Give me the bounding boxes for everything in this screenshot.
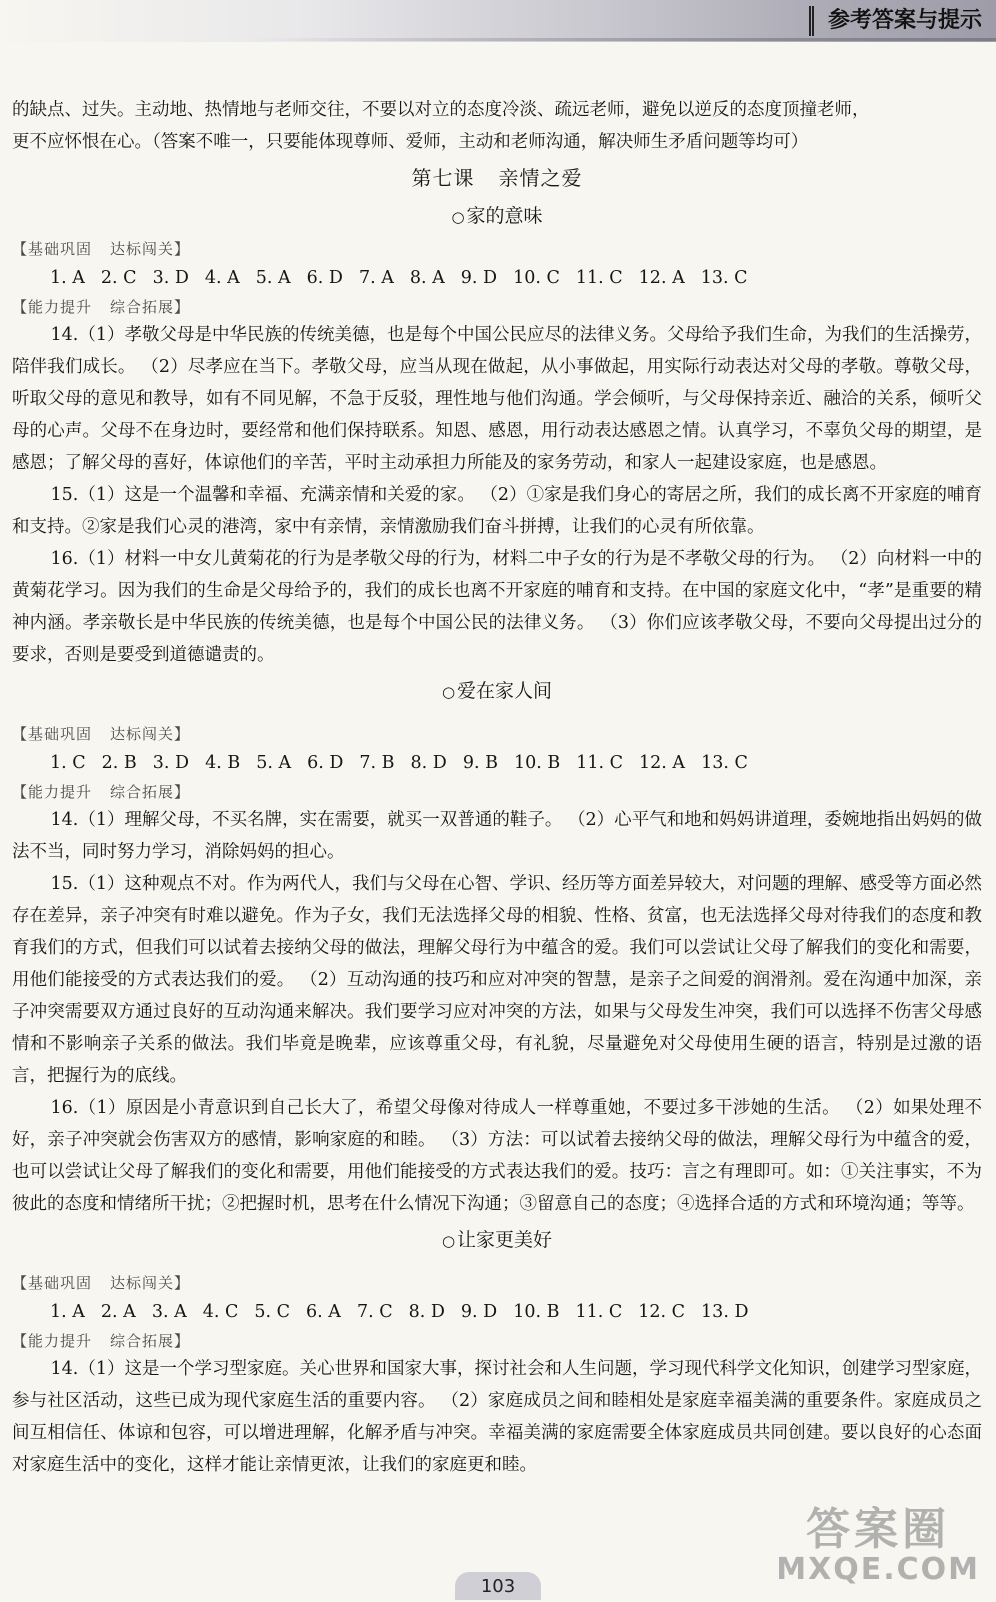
answer-row-3: 1. A 2. A 3. A 4. C 5. C 6. A 7. C 8. D 9. D 10. B 11. C 12. C 13. D [50,1302,749,1322]
tag-ability: 【能力提升 综合拓展】 [12,783,191,801]
circle-bullet-icon: ○ [451,208,465,226]
site-watermark [776,1506,980,1586]
lesson-number: 第七课 [411,166,475,190]
tag-basic: 【基础巩固 达标闯关】 [12,725,191,743]
tag-basic: 【基础巩固 达标闯关】 [12,240,191,258]
page-number: 103 [455,1572,541,1600]
answer-row-1: 1. A 2. C 3. D 4. A 5. A 6. D 7. A 8. A 9. D 10. C 11. C 12. A 13. C [50,268,748,288]
answer-paragraph: 14.（1）这是一个学习型家庭。关心世界和国家大事，探讨社会和人生问题，学习现代科学文化知识，创建学习型家庭，参与社区活动，这些已成为现代家庭生活的重要内容。 （2）家庭成员之间和睦相处是家庭幸福美满的重要条件。家庭成员之间互相信任、体谅和包容，可以增进理解，化解矛盾与冲突。幸福美满的家庭需要全体家庭成员共同创建。要以良好的心态面对家庭生活中的变化，这样才能让亲情更浓，让我们的家庭更和睦。 [12,1359,982,1475]
answer-paragraph: 15.（1）这种观点不对。作为两代人，我们与父母在心智、学识、经历等方面差异较大，对问题的理解、感受等方面必然存在差异，亲子冲突有时难以避免。作为子女，我们无法选择父母的相貌、性格、贫富，也无法选择父母对待我们的态度和教育我们的方式，但我们可以试着去接纳父母的做法，理解父母行为中蕴含的爱。我们可以尝试让父母了解我们的变化和需要，用他们能接受的方式表达我们的爱。 （2）互动沟通的技巧和应对冲突的智慧，是亲子之间爱的润滑剂。爱在沟通中加深，亲子冲突需要双方通过良好的互动沟通来解决。我们要学习应对冲突的方法，如果与父母发生冲突，我们可以选择不伤害父母感情和不影响亲子关系的做法。我们毕竟是晚辈，应该尊重父母，有礼貌，尽量避免对父母使用生硬的语言，特别是过激的语言，把握行为的底线。 [12,874,982,1086]
answer-paragraph: 16.（1）原因是小青意识到自己长大了，希望父母像对待成人一样尊重她，不要过多干涉她的生活。 （2）如果处理不好，亲子冲突就会伤害双方的感情，影响家庭的和睦。 （3）方法：可以试着去接纳父母的做法，理解父母行为中蕴含的爱，也可以尝试让父母了解我们的变化和需要，用他们能接受的方式表达我们的爱。技巧：言之有理即可。如：①关注事实，不为彼此的态度和情绪所干扰；②把握时机，思考在什么情况下沟通；③留意自己的态度；④选择合适的方式和环境沟通；等等。 [12,1098,982,1214]
answer-paragraph: 14.（1）孝敬父母是中华民族的传统美德，也是每个中国公民应尽的法律义务。父母给予我们生命，为我们的生活操劳，陪伴我们成长。 （2）尽孝应在当下。孝敬父母，应当从现在做起，从小事做起，用实际行动表达对父母的孝敬。尊敬父母，听取父母的意见和教导，如有不同见解，不急于反驳，理性地与他们沟通。学会倾听，与父母保持亲近、融洽的关系，倾听父母的心声。父母不在身边时，要经常和他们保持联系。知恩、感恩，用行动表达感恩之情。认真学习，不辜负父母的期望，是感恩；了解父母的喜好，体谅他们的辛苦，平时主动承担力所能及的家务劳动，和家人一起建设家庭，也是感恩。 [12,325,982,473]
page-content [12,94,982,1481]
lesson-title [12,160,982,196]
lesson-name: 亲情之爱 [498,166,583,190]
tag-basic: 【基础巩固 达标闯关】 [12,1274,191,1292]
running-header-title: 参考答案与提示 [809,6,982,36]
tag-ability: 【能力提升 综合拓展】 [12,298,191,316]
section-title-1: ○ 家的意味 [451,205,543,227]
tag-ability: 【能力提升 综合拓展】 [12,1332,191,1350]
intro-line-1: 的缺点、过失。主动地、热情地与老师交往，不要以对立的态度冷淡、疏远老师，避免以逆反的态度顶撞老师， [12,100,870,120]
answer-row-2: 1. C 2. B 3. D 4. B 5. A 6. D 7. B 8. D 9. B 10. B 11. C 12. A 13. C [50,753,748,773]
answer-paragraph: 16.（1）材料一中女儿黄菊花的行为是孝敬父母的行为，材料二中子女的行为是不孝敬父母的行为。 （2）向材料一中的黄菊花学习。因为我们的生命是父母给予的，我们的成长也离不开家庭的哺育和支持。在中国的家庭文化中，“孝”是重要的精神内涵。孝亲敬长是中华民族的传统美德，也是每个中国公民的法律义务。 （3）你们应该孝敬父母，不要向父母提出过分的要求，否则是要受到道德谴责的。 [12,549,982,665]
watermark-line-2: MXQE.COM [776,1552,980,1587]
watermark-line-1: 答案圈 [806,1504,951,1555]
intro-line-2: 更不应怀恨在心。（答案不唯一，只要能体现尊师、爱师，主动和老师沟通，解决师生矛盾问题等均可） [12,132,809,152]
answer-paragraph: 14.（1）理解父母，不买名牌，实在需要，就买一双普通的鞋子。 （2）心平气和地和妈妈讲道理，委婉地指出妈妈的做法不当，同时努力学习，消除妈妈的担心。 [12,810,982,862]
answer-paragraph: 15.（1）这是一个温馨和幸福、充满亲情和关爱的家。 （2）①家是我们身心的寄居之所，我们的成长离不开家庭的哺育和支持。②家是我们心灵的港湾，家中有亲情，亲情激励我们奋斗拼搏，让我们的心灵有所依靠。 [12,485,982,537]
circle-bullet-icon: ○ [441,683,456,701]
circle-bullet-icon: ○ [441,1232,456,1250]
section-title-3: ○ 让家更美好 [441,1229,553,1251]
section-title-2: ○ 爱在家人间 [441,680,553,702]
